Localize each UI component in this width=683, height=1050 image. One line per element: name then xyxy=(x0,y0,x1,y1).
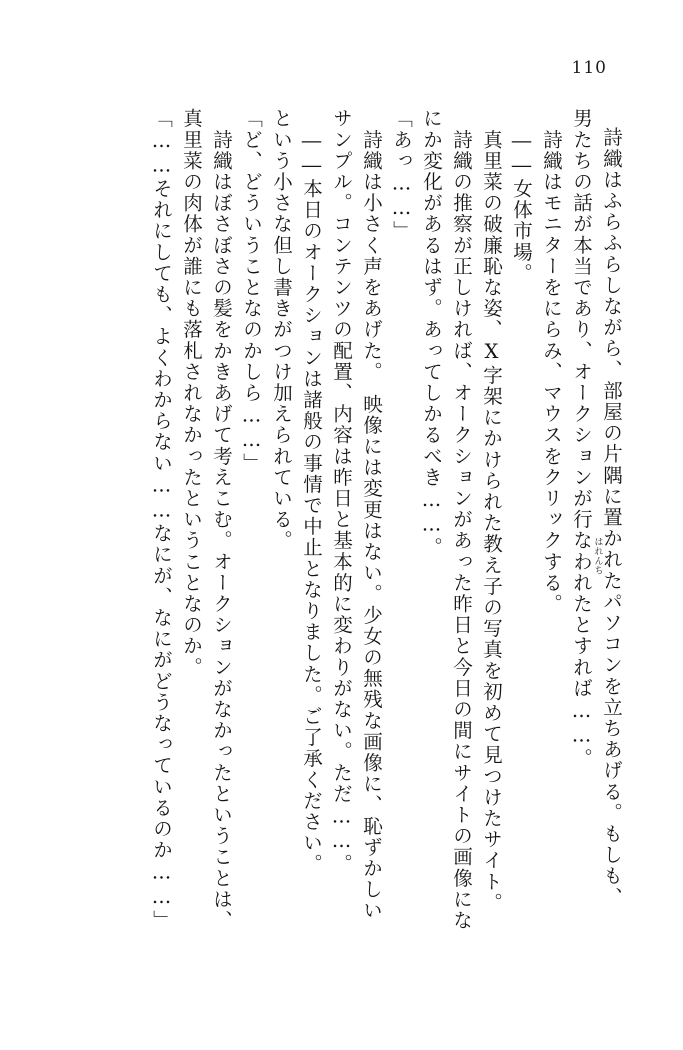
text-column: 詩織はぼさぼさの髪をかきあげて考えこむ。オークションがなかったということは、 xyxy=(210,108,233,931)
text-column: 詩織は小さく声をあげた。 映像には変更はない。少女の無残な画像に、恥ずかしい xyxy=(360,108,383,922)
text-column: 男たちの話が本当であり、オークションが行なわれたとすれば……。 xyxy=(570,108,593,770)
text-column: 真里菜の破廉恥な姿、X字架にかけられた教え子の写真を初めて見つけたサイト。 はれんち xyxy=(480,108,603,914)
text-column: ――本日のオークションは諸般の事情で中止となりました。ご了承ください。 xyxy=(300,108,323,875)
ruby-reading: はれんち xyxy=(592,536,603,575)
page-number: 110 xyxy=(571,58,607,78)
text-column: 詩織はモニターをにらみ、マウスをクリックする。 xyxy=(540,108,563,615)
text-column: 詩織はふらふらしながら、部屋の片隅に置かれたパソコンを立ちあげる。もしも、 xyxy=(600,127,623,908)
text-column: にか変化があるはず。あってしかるべき……。 xyxy=(420,108,443,559)
text-column: ――女体市場。 xyxy=(510,108,533,284)
text-column: 「あっ……」 xyxy=(390,108,413,242)
text-column: 詩織の推察が正しければ、オークションがあった昨日と今日の間にサイトの画像にな xyxy=(450,108,473,931)
text-column: 真里菜の肉体が誰にも落札されなかったということなのか。 xyxy=(180,108,203,678)
vertical-text-block xyxy=(58,108,621,990)
text-column: 「ど、どういうことなのかしら……」 xyxy=(240,108,263,474)
text-column: 「……それにしても、よくわからない……なにが、なにがどうなっているのか……」 xyxy=(150,108,173,931)
text-column: という小さな但し書きがつけ加えられている。 xyxy=(270,108,293,552)
text-column: サンプル。コンテンツの配置、内容は昨日と基本的に変わりがない。ただ……。 xyxy=(330,108,353,875)
